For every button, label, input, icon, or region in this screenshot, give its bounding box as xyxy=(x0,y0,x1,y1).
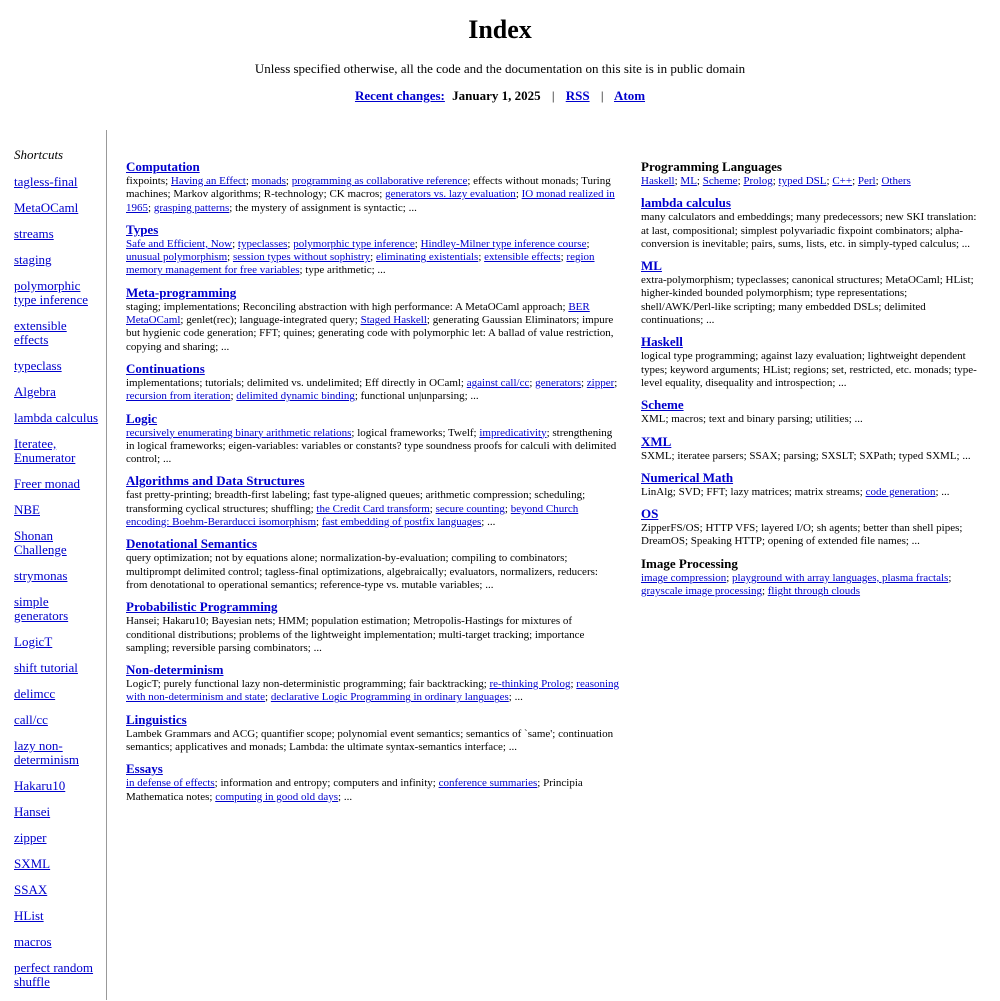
shortcut-iteratee-enumerator[interactable]: Iteratee, Enumerator xyxy=(14,436,76,465)
section-title-denotational-semantics[interactable]: Denotational Semantics xyxy=(126,536,258,552)
section-description xyxy=(126,427,622,467)
shortcut-typeclass[interactable]: typeclass xyxy=(14,358,62,373)
section-title-probabilistic-programming[interactable]: Probabilistic Programming xyxy=(126,599,278,615)
topic-text: ; xyxy=(529,376,536,389)
topic-link-scheme[interactable]: Scheme xyxy=(702,175,738,187)
topic-link-perl[interactable]: Perl xyxy=(857,175,876,187)
shortcut-staging[interactable]: staging xyxy=(14,252,52,267)
side-section-scheme xyxy=(641,397,977,426)
recent-changes-bar xyxy=(0,88,1000,104)
topic-text: ; xyxy=(826,175,833,187)
topic-text: ; genlet(rec); language-integrated query; xyxy=(180,314,361,327)
topic-text: ; xyxy=(586,237,590,250)
shortcut-ssax[interactable]: SSAX xyxy=(14,882,48,897)
shortcut-streams[interactable]: streams xyxy=(14,226,54,241)
topic-link-extensible-effects[interactable]: extensible effects xyxy=(484,251,561,264)
topic-text: ; xyxy=(265,691,271,704)
topic-text: ; xyxy=(761,585,768,598)
section-description xyxy=(126,552,622,592)
topic-link-impredicativity[interactable]: impredicativity xyxy=(479,426,547,439)
section-title-scheme[interactable]: Scheme xyxy=(641,397,684,413)
atom-link[interactable]: Atom xyxy=(613,88,646,103)
topic-link-programming-as-collaborative-reference[interactable]: programming as collaborative reference xyxy=(291,175,468,187)
section-title-essays[interactable]: Essays xyxy=(126,761,163,777)
topic-link-recursion-from-iteration[interactable]: recursion from iteration xyxy=(126,390,231,403)
topic-link-generators[interactable]: generators xyxy=(535,376,581,389)
topic-text: ; ... xyxy=(935,485,950,498)
topic-text: Hansei; Hakaru10; Bayesian nets; HMM; population estimation; Metropolis-Hastings for mixtures of conditional distributions; problems of the lightweight implementation; multi-target tracking; importance sampling; reversible parsing combinators; ... xyxy=(126,615,585,654)
topic-text: ; Principia Mathematica notes; xyxy=(126,777,583,803)
topic-link-region-memory-management-for-free-variables[interactable]: region memory management for free variables xyxy=(126,251,595,277)
recent-changes-date: January 1, 2025 xyxy=(452,88,541,103)
topic-link-fast-embedding-of-postfix-languages[interactable]: fast embedding of postfix languages xyxy=(321,516,482,529)
topic-link-safe-and-efficient-now[interactable]: Safe and Efficient, Now xyxy=(126,237,233,250)
topic-link-io-monad-realized-in-1965[interactable]: IO monad realized in 1965 xyxy=(126,188,615,214)
topic-text: ; logical frameworks; Twelf; xyxy=(351,426,480,439)
topic-link-prolog[interactable]: Prolog xyxy=(743,175,773,187)
topic-text: ; ... xyxy=(481,516,496,529)
main-section-linguistics xyxy=(126,712,622,755)
main-section-denotational-semantics xyxy=(126,536,622,592)
main-section-continuations xyxy=(126,361,622,404)
topic-text: ; effects without monads; Turing machines; Markov algorithms; R-technology; CK macros; xyxy=(126,175,611,201)
section-description xyxy=(126,175,622,215)
shortcut-algebra[interactable]: Algebra xyxy=(14,384,56,399)
topic-text: ; xyxy=(852,175,858,187)
section-title-lambda-calculus[interactable]: lambda calculus xyxy=(641,195,731,211)
topic-text: Lambek Grammars and ACG; quantifier scope; polynomial event semantics; semantics of `same'; continuation semantics; applicatives and monads; Lambda: the ultimate syntax-semantics interface; ... xyxy=(126,727,614,754)
topic-text: ; xyxy=(580,376,587,389)
topic-link-monads[interactable]: monads xyxy=(251,175,286,187)
shortcut-perfect-random-shuffle[interactable]: perfect random shuffle xyxy=(14,960,94,989)
shortcuts-title: Shortcuts xyxy=(14,147,64,162)
section-description xyxy=(641,274,977,327)
section-description xyxy=(641,413,977,426)
topic-link-secure-counting[interactable]: secure counting xyxy=(435,502,505,515)
topic-text: ; xyxy=(948,571,952,584)
topic-text: ; xyxy=(515,188,522,201)
topic-link-re-thinking-prolog[interactable]: re-thinking Prolog xyxy=(489,678,571,691)
shortcut-lazy-non-determinism[interactable]: lazy non-determinism xyxy=(14,738,79,767)
topic-text: LogicT; purely functional lazy non-deterministic programming; fair backtracking; xyxy=(126,678,490,691)
topic-link-typed-dsl[interactable]: typed DSL xyxy=(778,175,827,187)
topic-text: ; xyxy=(560,251,567,264)
shortcuts-sidebar xyxy=(14,148,100,1001)
section-title-types[interactable]: Types xyxy=(126,221,159,237)
topic-text: query optimization; not by equations alone; normalization-by-evaluation; compiling to combinators; multiprompt delimited control; tagless-final optimizations, algebraically; evaluators, normalizers, reducers: from denotational to operational semantics; reference-type vs. mutable variables; ... xyxy=(126,552,598,591)
topic-text: ; xyxy=(148,201,154,214)
topic-text: ; xyxy=(504,502,511,515)
topic-link-recursively-enumerating-binary-arithmetic-relations[interactable]: recursively enumerating binary arithmetic relations xyxy=(126,426,352,439)
license-notice: Unless specified otherwise, all the code and the documentation on this site is in public domain xyxy=(254,61,746,76)
section-description xyxy=(126,678,622,705)
topic-text: fixpoints; xyxy=(126,175,171,187)
topic-link-beyond-church-encoding-boehm-berarducci-isomorphism[interactable]: beyond Church encoding: Boehm-Berarducci isomorphism xyxy=(126,502,579,529)
topic-link-haskell[interactable]: Haskell xyxy=(641,175,675,187)
topic-text: LinAlg; SVD; FFT; lazy matrices; matrix streams; xyxy=(641,485,866,498)
page-title: Index xyxy=(468,15,532,44)
topic-link-typeclasses[interactable]: typeclasses xyxy=(237,237,288,250)
section-title-haskell[interactable]: Haskell xyxy=(641,334,683,350)
shortcut-nbe[interactable]: NBE xyxy=(14,502,40,517)
section-title-numerical-math[interactable]: Numerical Math xyxy=(641,469,734,485)
section-title-image-processing: Image Processing xyxy=(641,555,738,571)
topic-link-image-compression[interactable]: image compression xyxy=(641,571,727,584)
shortcut-hansei[interactable]: Hansei xyxy=(14,804,51,819)
main-section-algorithms-and-data-structures xyxy=(126,473,622,529)
topic-link-flight-through-clouds[interactable]: flight through clouds xyxy=(767,585,861,598)
side-section-numerical-math xyxy=(641,470,977,499)
topic-text: ; xyxy=(875,175,882,187)
shortcut-tagless-final[interactable]: tagless-final xyxy=(14,174,78,189)
shortcut-delimcc[interactable]: delimcc xyxy=(14,686,56,701)
topic-text: ; xyxy=(570,678,577,691)
section-description xyxy=(641,350,977,390)
shortcut-zipper[interactable]: zipper xyxy=(14,830,47,845)
section-description xyxy=(641,211,977,251)
section-description xyxy=(126,377,622,404)
topic-link-playground-with-array-languages-plasma-fractals[interactable]: playground with array languages, plasma fractals xyxy=(732,571,949,584)
section-title-xml[interactable]: XML xyxy=(641,433,672,449)
section-title-computation[interactable]: Computation xyxy=(126,159,200,174)
topic-text: ; ... xyxy=(338,790,353,803)
shortcut-lambda-calculus[interactable]: lambda calculus xyxy=(14,410,99,425)
topic-text: ; information and entropy; computers and infinity; xyxy=(214,777,439,790)
topic-text: ; xyxy=(737,175,744,187)
recent-changes-link[interactable]: Recent changes: xyxy=(354,88,445,103)
section-title-algorithms-and-data-structures[interactable]: Algorithms and Data Structures xyxy=(126,473,305,489)
section-title-ml[interactable]: ML xyxy=(641,258,662,274)
side-section-xml xyxy=(641,434,977,463)
section-title-os[interactable]: OS xyxy=(641,506,659,522)
topic-text: ; xyxy=(285,175,292,187)
topic-link-session-types-without-sophistry[interactable]: session types without sophistry xyxy=(232,251,371,264)
topic-text: ZipperFS/OS; HTTP VFS; layered I/O; sh agents; better than shell pipes; DreamOS; Speaking HTTP; opening of extended file names; ... xyxy=(641,522,963,548)
section-description xyxy=(126,777,622,804)
topic-link-staged-haskell[interactable]: Staged Haskell xyxy=(360,314,427,327)
topic-link-code-generation[interactable]: code generation xyxy=(865,485,936,498)
topic-text: ; xyxy=(772,175,779,187)
topic-link-having-an-effect[interactable]: Having an Effect xyxy=(170,175,246,187)
languages-column xyxy=(641,159,977,605)
shortcut-sxml[interactable]: SXML xyxy=(14,856,51,871)
main-section-types xyxy=(126,222,622,278)
section-description xyxy=(641,175,977,188)
topic-text: SXML; iteratee parsers; SSAX; parsing; SXSLT; SXPath; typed SXML; ... xyxy=(641,449,971,462)
topic-link-declarative-logic-programming-in-ordinary-languages[interactable]: declarative Logic Programming in ordinary languages xyxy=(270,691,509,704)
side-section-os xyxy=(641,506,977,549)
topic-text: ; xyxy=(287,237,294,250)
topic-text: fast pretty-printing; breadth-first labeling; fast type-aligned queues; arithmetic compression; scheduling; transforming cyclical structures; shuffling; xyxy=(126,489,586,515)
shortcut-metaocaml[interactable]: MetaOCaml xyxy=(14,200,79,215)
shortcut-strymonas[interactable]: strymonas xyxy=(14,568,68,583)
section-description xyxy=(126,615,622,655)
shortcut-logict[interactable]: LogicT xyxy=(14,634,53,649)
main-section-meta-programming xyxy=(126,285,622,354)
section-description xyxy=(641,572,977,599)
topic-text: ; type arithmetic; ... xyxy=(299,264,386,277)
topic-text: ; xyxy=(245,175,252,187)
topic-link-ber-metaocaml[interactable]: BER MetaOCaml xyxy=(126,300,590,327)
topic-link-hindley-milner-type-inference-course[interactable]: Hindley-Milner type inference course xyxy=(420,237,587,250)
shortcut-extensible-effects[interactable]: extensible effects xyxy=(14,318,67,347)
section-title-continuations[interactable]: Continuations xyxy=(126,360,205,376)
topic-link-grayscale-image-processing[interactable]: grayscale image processing xyxy=(641,585,762,598)
side-section-lambda-calculus xyxy=(641,195,977,251)
sidebar-divider xyxy=(106,130,107,1000)
side-section-haskell xyxy=(641,334,977,390)
topic-text: ; xyxy=(696,175,703,187)
topic-link-reasoning-with-non-determinism-and-state[interactable]: reasoning with non-determinism and state xyxy=(126,678,620,704)
shortcut-hlist[interactable]: HList xyxy=(14,908,44,923)
main-section-computation xyxy=(126,159,622,215)
topic-text: implementations; tutorials; delimited vs. undelimited; Eff directly in OCaml; xyxy=(126,376,467,389)
shortcut-polymorphic-type-inference[interactable]: polymorphic type inference xyxy=(14,278,88,307)
topic-text: ; ... xyxy=(508,691,523,704)
rss-link[interactable]: RSS xyxy=(565,88,590,103)
topic-link-computing-in-good-old-days[interactable]: computing in good old days xyxy=(215,790,339,803)
topic-text: logical type programming; against lazy evaluation; lightweight dependent types; keyword arguments; HList; regions; set, restricted, etc. monads; type-level equality, disequality and introspection; ... xyxy=(641,350,977,389)
section-description xyxy=(641,522,977,549)
topic-link-conference-summaries[interactable]: conference summaries xyxy=(438,777,538,790)
topic-link-ml[interactable]: ML xyxy=(680,175,697,187)
topic-text: ; xyxy=(232,237,238,250)
topic-link-polymorphic-type-inference[interactable]: polymorphic type inference xyxy=(293,237,415,250)
main-section-non-determinism xyxy=(126,662,622,705)
section-description xyxy=(126,238,622,278)
section-description xyxy=(641,486,977,499)
section-title-linguistics[interactable]: Linguistics xyxy=(126,711,187,727)
topic-text: ; xyxy=(370,251,376,264)
topic-text: ; strengthening in logical frameworks; eigen-variables: variables or constants? type soundness proofs for calculi with delimited control; ... xyxy=(126,426,617,466)
side-section-ml xyxy=(641,258,977,327)
shortcut-freer-monad[interactable]: Freer monad xyxy=(14,476,81,491)
topic-link-unusual-polymorphism[interactable]: unusual polymorphism xyxy=(126,251,228,264)
topic-text: ; generating Gaussian Eliminators; impure but hygienic code generation; FFT; quines; generating code with polymorphic let: A ballad of value restriction, copying and sharing; ... xyxy=(126,314,614,353)
topic-link-against-call-cc[interactable]: against call/cc xyxy=(466,376,530,389)
shortcut-simple-generators[interactable]: simple generators xyxy=(14,594,69,623)
main-section-logic xyxy=(126,411,622,467)
topic-text: ; the mystery of assignment is syntactic; ... xyxy=(229,201,417,214)
topic-text: ; xyxy=(227,251,233,264)
topic-link-in-defense-of-effects[interactable]: in defense of effects xyxy=(126,777,215,790)
topic-link-the-credit-card-transform[interactable]: the Credit Card transform xyxy=(316,502,430,515)
main-topics-column xyxy=(126,159,622,811)
section-title-non-determinism[interactable]: Non-determinism xyxy=(126,662,224,678)
separator: | xyxy=(600,88,604,103)
topic-text: ; functional un|unparsing; ... xyxy=(354,390,479,403)
main-section-probabilistic-programming xyxy=(126,599,622,655)
separator: | xyxy=(551,88,555,103)
topic-text: ; xyxy=(414,237,421,250)
section-description xyxy=(126,728,622,755)
shortcut-hakaru10[interactable]: Hakaru10 xyxy=(14,778,66,793)
topic-text: ; xyxy=(674,175,681,187)
topic-text: ; xyxy=(726,571,733,584)
section-title-meta-programming[interactable]: Meta-programming xyxy=(126,284,237,300)
section-description xyxy=(641,450,977,463)
topic-text: ; xyxy=(614,376,618,389)
topic-link-grasping-patterns[interactable]: grasping patterns xyxy=(153,201,230,214)
shortcut-shonan-challenge[interactable]: Shonan Challenge xyxy=(14,528,67,557)
topic-text: ; xyxy=(230,390,237,403)
section-description xyxy=(126,301,622,354)
shortcut-call-cc[interactable]: call/cc xyxy=(14,712,48,727)
topic-text: ; xyxy=(316,516,322,529)
topic-link-generators-vs-lazy-evaluation[interactable]: generators vs. lazy evaluation xyxy=(385,188,516,201)
main-section-essays xyxy=(126,761,622,804)
topic-text: XML; macros; text and binary parsing; utilities; ... xyxy=(641,413,863,426)
section-title-programming-languages: Programming Languages xyxy=(641,159,782,174)
topic-link-eliminating-existentials[interactable]: eliminating existentials xyxy=(375,251,479,264)
topic-text: extra-polymorphism; typeclasses; canonical structures; MetaOCaml; HList; higher-kinded bounded polymorphism; type representations; shell/AWK/Perl-like scripting; many embedded DSLs; delimited continuations; ... xyxy=(641,274,974,327)
topic-link-zipper[interactable]: zipper xyxy=(586,376,615,389)
side-section-programming-languages xyxy=(641,159,977,188)
side-section-image-processing xyxy=(641,556,977,599)
topic-link-c[interactable]: C++ xyxy=(832,175,853,187)
section-title-logic[interactable]: Logic xyxy=(126,410,158,426)
topic-text: ; xyxy=(478,251,485,264)
section-description xyxy=(126,489,622,529)
topic-text: many calculators and embeddings; many predecessors; new SKI translation: at last, compositional; simplest polyvariadic fixpoint combinators; alpha-conversion is inevitable; pairs, sums, lists, etc. in simply-typed calculus; ... xyxy=(641,211,977,250)
topic-text: ; xyxy=(429,502,436,515)
shortcut-shift-tutorial[interactable]: shift tutorial xyxy=(14,660,78,675)
shortcut-macros[interactable]: macros xyxy=(14,934,52,949)
topic-link-delimited-dynamic-binding[interactable]: delimited dynamic binding xyxy=(236,390,355,403)
topic-text: staging; implementations; Reconciling abstraction with high performance: A MetaOCaml approach; xyxy=(126,300,569,313)
topic-link-others[interactable]: Others xyxy=(881,175,911,187)
